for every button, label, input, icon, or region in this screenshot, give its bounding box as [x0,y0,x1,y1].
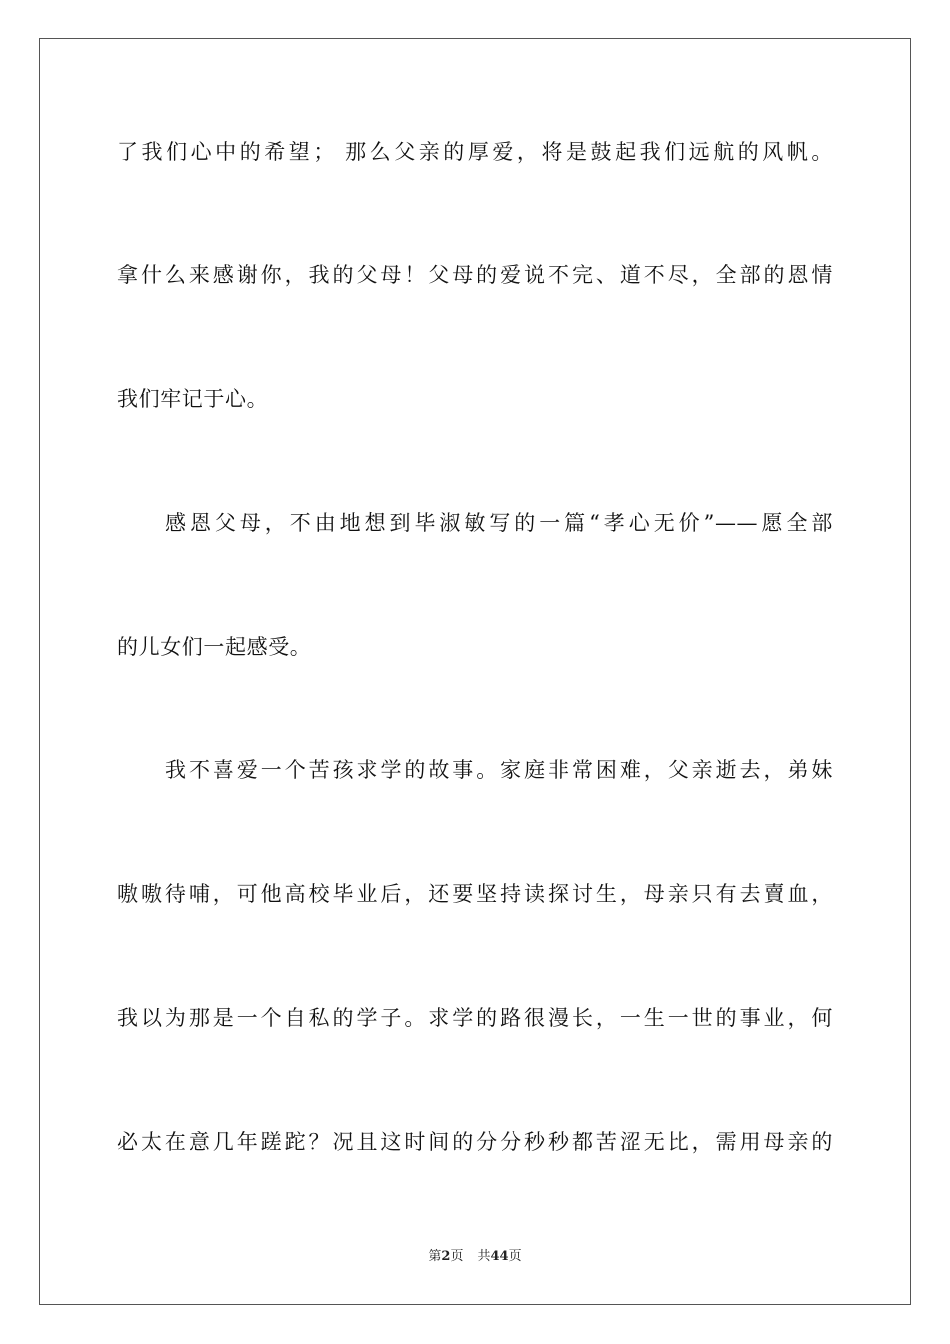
paragraph-line-8: 我以为那是一个自私的学子。求学的路很漫长，一生一世的事业，何 [117,1006,833,1030]
paragraph-line-4: 感恩父母，不由地想到毕淑敏写的一篇“孝心无价”——愿全部 [165,511,833,535]
paragraph-line-9: 必太在意几年蹉跎？况且这时间的分分秒秒都苦涩无比，需用母亲的 [117,1130,833,1154]
paragraph-line-5: 的儿女们一起感受。 [117,635,312,659]
page-prefix: 第 [428,1249,442,1264]
total-prefix: 共 [477,1249,491,1264]
page-number: 2 [441,1249,451,1264]
paragraph-line-3: 我们牢记于心。 [117,387,269,411]
page-suffix: 页 [450,1249,464,1264]
page-border [39,38,911,1305]
total-suffix: 页 [508,1249,522,1264]
paragraph-line-1: 了我们心中的希望； 那么父亲的厚爱，将是鼓起我们远航的风帆。 [117,140,833,164]
page-footer [0,1248,950,1266]
paragraph-line-6: 我不喜爱一个苦孩求学的故事。家庭非常困难，父亲逝去，弟妹 [165,758,833,782]
paragraph-line-2: 拿什么来感谢你，我的父母！父母的爱说不完、道不尽，全部的恩情 [117,263,833,287]
total-pages: 44 [490,1249,509,1264]
paragraph-line-7: 嗷嗷待哺，可他高校毕业后，还要坚持读探讨生，母亲只有去賣血， [117,882,833,906]
